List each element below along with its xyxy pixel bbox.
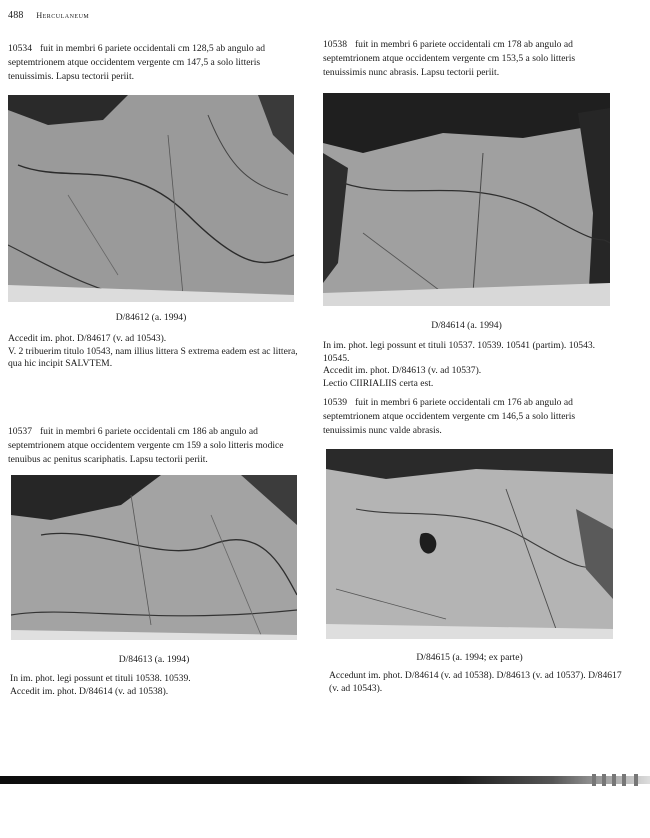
entry-text: fuit in membri 6 pariete occidentali cm 128,5 ab angulo ad septemtrionem atque occidentem vergente cm 147,5 a solo litteris tenuissimis. Lapsu tectorii periit. <box>8 43 266 82</box>
running-title: Herculaneum <box>36 11 90 20</box>
entry-text: fuit in membri 6 pariete occidentali cm 186 ab angulo ad septemtrionem atque occidentem vergente cm 159 a solo litteris modice tenuibus ac penitus scariphatis. Lapsu tectorii periit. <box>8 426 284 465</box>
inscription-photo <box>8 95 294 302</box>
note-line: Accedit im. phot. D/84617 (v. ad 10543). <box>8 333 167 344</box>
entry-text: fuit in membri 6 pariete occidentali cm 178 ab angulo ad septemtrionem atque occidentem vergente cm 153,5 a solo litteris tenuissimis nunc abrasis. Lapsu tectorii periit. <box>323 39 576 78</box>
entry-number: 10534 <box>8 43 32 54</box>
photo-caption: D/84614 (a. 1994) <box>431 320 502 331</box>
note-line: V. 2 tribuerim titulo 10543, nam illius littera S extrema eadem est ac littera, <box>8 345 298 357</box>
scan-tick <box>602 774 606 786</box>
note-line: Lectio CIIRIALIIS certa est. <box>323 377 434 389</box>
note-line: Accedit im. phot. D/84614 (v. ad 10538). <box>10 685 169 697</box>
note-block <box>329 670 622 695</box>
scan-tick <box>634 774 638 786</box>
entry-number: 10537 <box>8 426 32 437</box>
entry-10538 <box>323 38 615 80</box>
scan-tick <box>592 774 596 786</box>
note-line: 10545. <box>323 352 350 364</box>
entry-text: fuit in membri 6 pariete occidentali cm 176 ab angulo ad septemtrionem atque occidentem vergente cm 146,5 a solo litteris tenuissimis nunc valde abrasis. <box>323 397 576 436</box>
photo-caption: D/84615 (a. 1994; ex parte) <box>416 652 523 663</box>
photo-caption: D/84612 (a. 1994) <box>115 312 187 323</box>
scan-tick <box>612 774 616 786</box>
note-line: In im. phot. legi possunt et tituli 10537. 10539. 10541 (partim). 10543. <box>323 340 596 351</box>
inscription-photo <box>11 475 297 640</box>
entry-number: 10538 <box>323 39 347 50</box>
entry-10539 <box>323 396 615 438</box>
note-block <box>10 673 191 698</box>
scan-edge-strip <box>0 776 650 784</box>
note-line: (v. ad 10543). <box>329 682 383 694</box>
note-block <box>323 340 595 390</box>
note-block <box>8 333 298 371</box>
page-header <box>8 10 89 21</box>
photo-caption: D/84613 (a. 1994) <box>118 654 190 665</box>
note-line: In im. phot. legi possunt et tituli 10538. 10539. <box>10 673 191 684</box>
entry-number: 10539 <box>323 397 347 408</box>
note-line: qua hic incipit SALVTEM. <box>8 358 113 369</box>
entry-10537 <box>8 425 300 467</box>
entry-10534 <box>8 42 300 84</box>
page-number: 488 <box>8 10 24 21</box>
inscription-photo <box>326 449 613 639</box>
inscription-photo <box>323 93 610 306</box>
scan-tick <box>622 774 626 786</box>
note-line: Accedunt im. phot. D/84614 (v. ad 10538). D/84613 (v. ad 10537). D/84617 <box>329 670 622 681</box>
note-line: Accedit im. phot. D/84613 (v. ad 10537). <box>323 365 482 376</box>
